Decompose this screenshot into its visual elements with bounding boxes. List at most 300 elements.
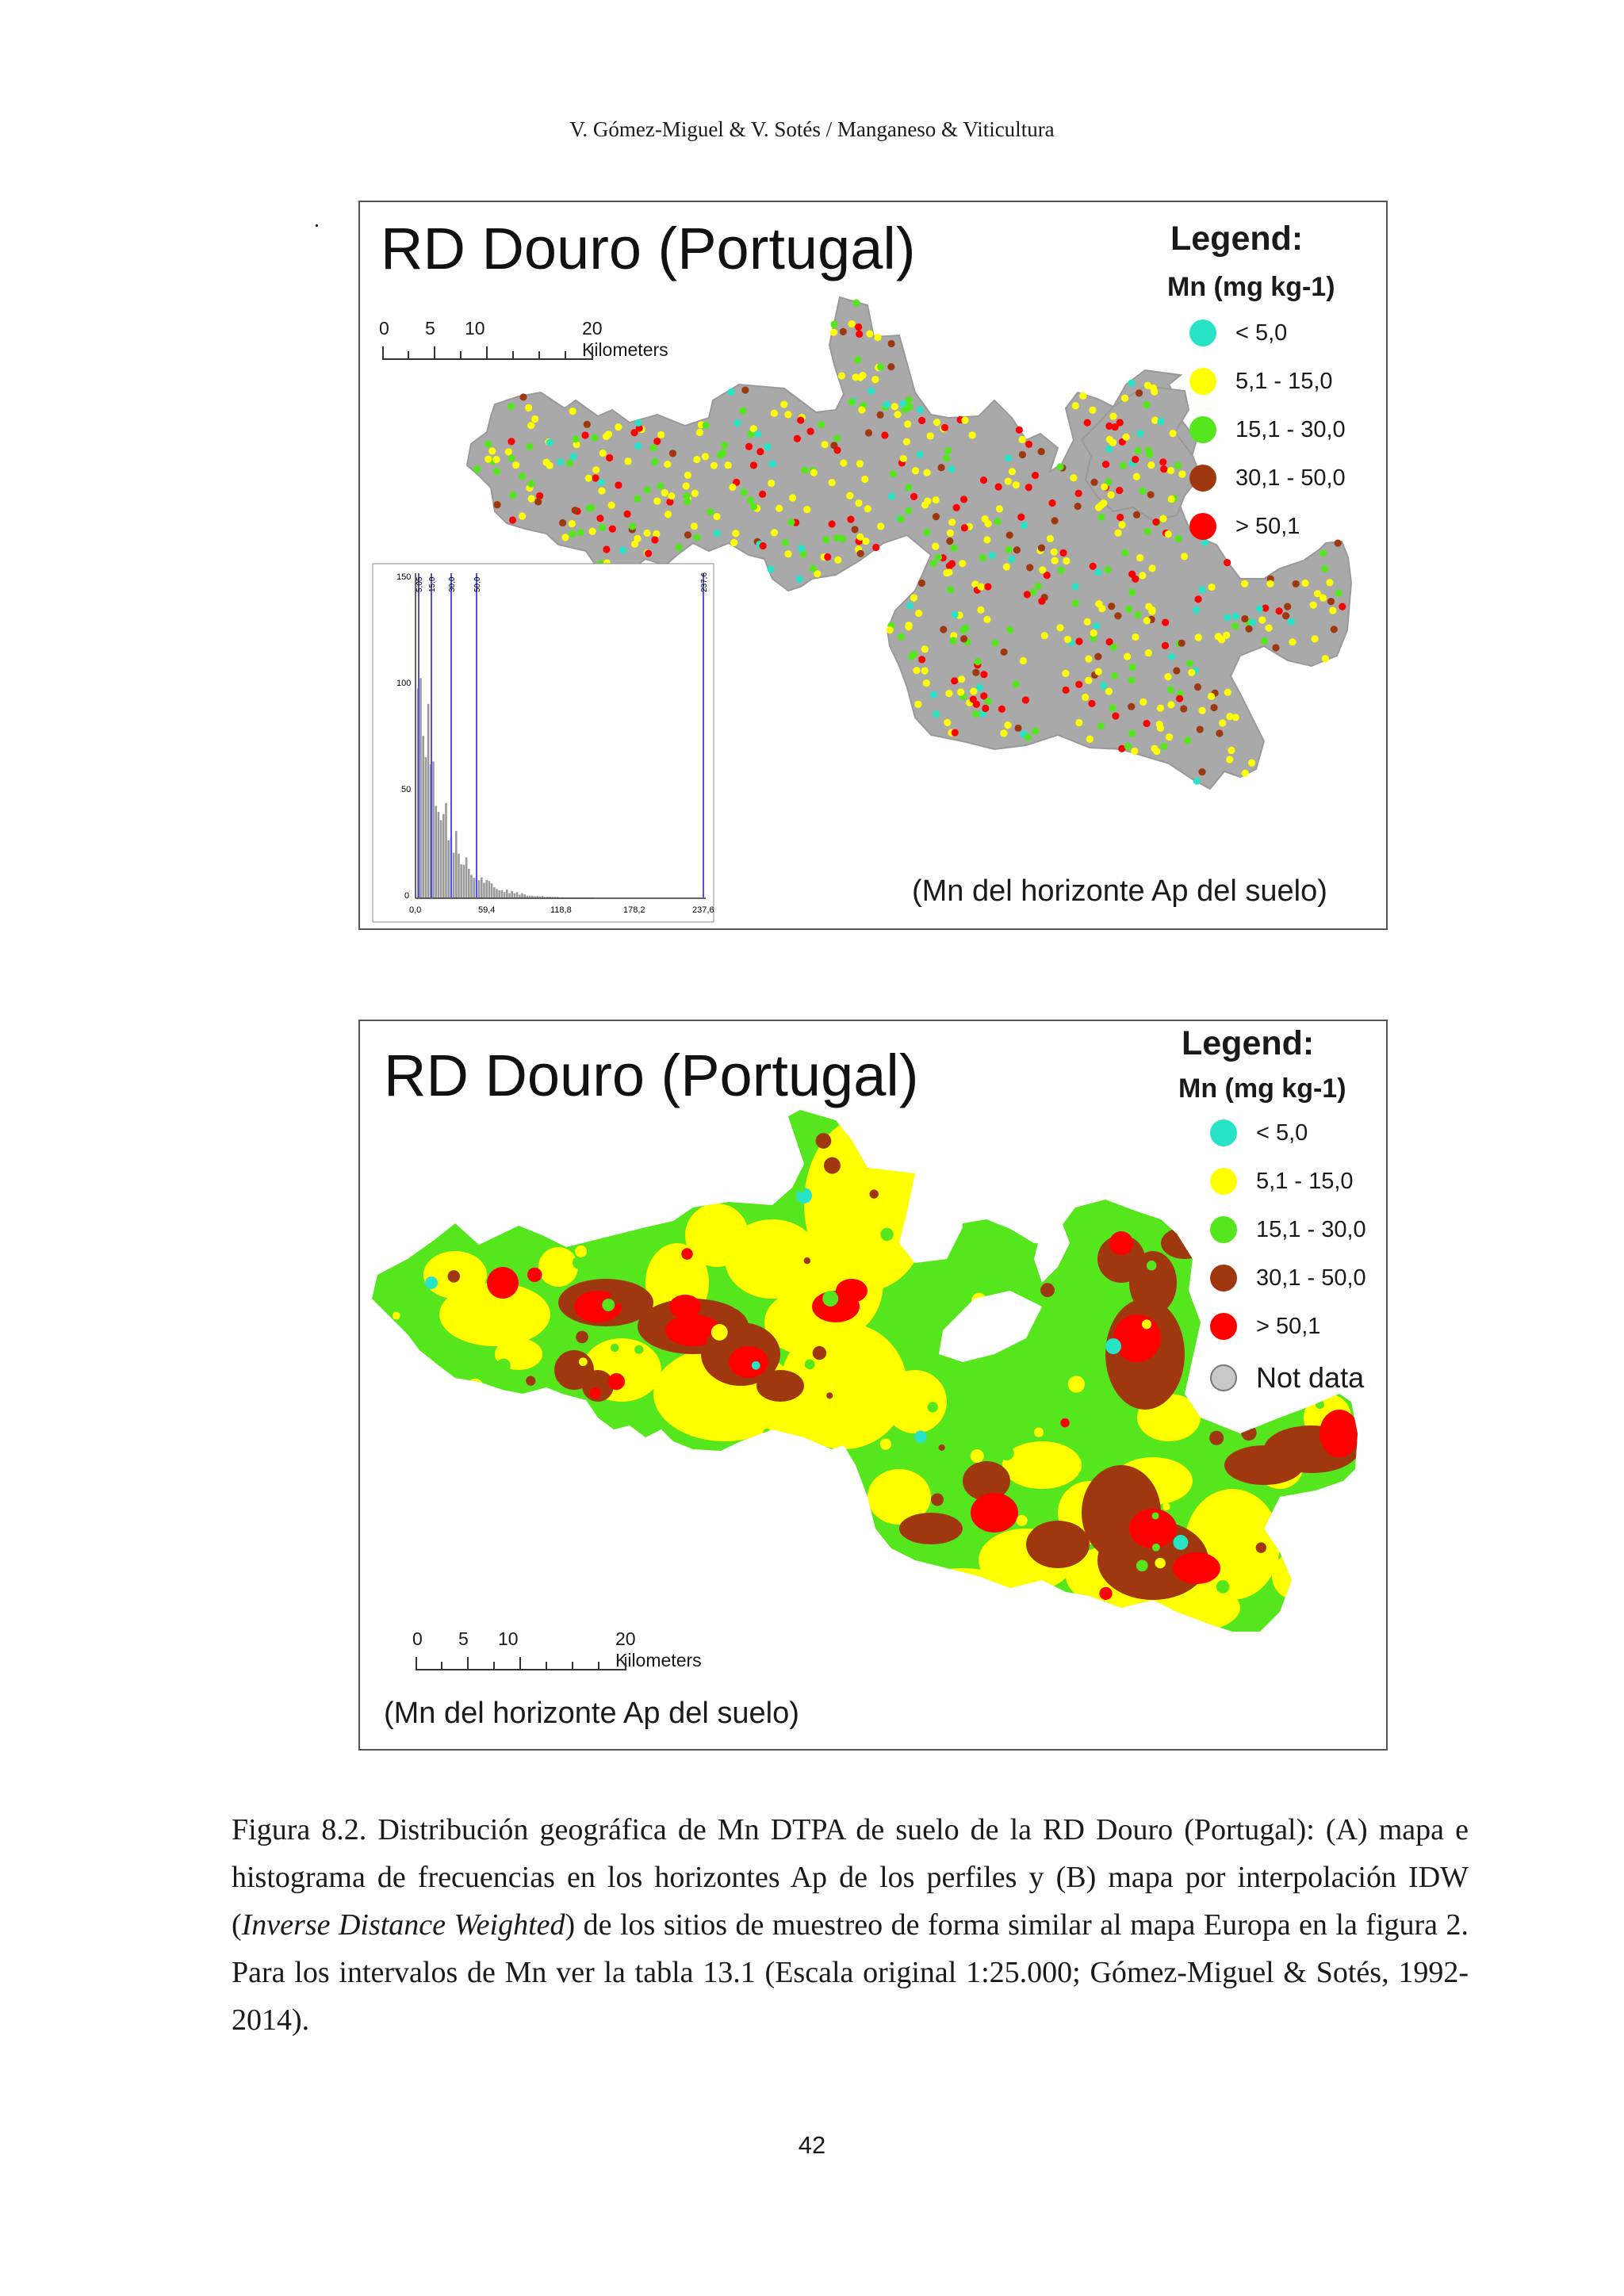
histogram-bar	[445, 803, 447, 898]
surface-speckle	[1000, 1446, 1014, 1460]
histogram-bar	[516, 892, 519, 898]
sample-point	[789, 494, 796, 501]
sample-point	[929, 560, 936, 567]
sample-point	[947, 586, 954, 593]
surface-speckle	[576, 1166, 589, 1179]
sample-point	[1173, 667, 1180, 674]
sample-point	[917, 406, 924, 413]
sample-point	[830, 329, 837, 336]
map-a-histogram-inset	[373, 564, 714, 922]
sample-point	[923, 469, 930, 476]
surface-speckle	[1108, 1134, 1120, 1146]
map-a-legend-item	[1189, 320, 1287, 346]
surface-speckle	[763, 1429, 772, 1437]
sample-point	[542, 459, 550, 466]
surface-speckle	[1040, 1283, 1055, 1297]
sample-point	[1144, 382, 1151, 389]
surface-patch	[425, 1276, 438, 1289]
surface-patch	[487, 1267, 519, 1299]
sample-point	[948, 465, 956, 473]
sample-point	[1105, 446, 1113, 453]
surface-patch	[538, 1247, 578, 1287]
sample-point	[691, 490, 699, 497]
surface-speckle	[711, 1324, 728, 1341]
sample-point	[887, 626, 894, 633]
sample-point	[527, 422, 534, 429]
sample-point	[861, 476, 868, 483]
surface-speckle	[921, 1292, 934, 1306]
hist-y-tick-150: 150	[396, 572, 412, 582]
histogram-bar	[419, 678, 422, 898]
sample-point	[1009, 468, 1016, 475]
sample-point	[1224, 614, 1231, 621]
sample-point	[972, 710, 979, 718]
surface-speckle	[1099, 1587, 1112, 1600]
sample-point	[962, 624, 969, 631]
sample-point	[1186, 660, 1193, 667]
sample-point	[941, 424, 948, 431]
sample-point	[1128, 676, 1136, 683]
map-a-legend-unit: Mn (mg kg-1)	[1167, 272, 1335, 302]
sample-point	[951, 677, 958, 684]
sample-point	[1032, 727, 1039, 734]
sample-point	[983, 536, 990, 543]
histogram-bar	[463, 865, 465, 898]
sample-point	[935, 554, 942, 561]
sample-point	[1005, 546, 1013, 553]
page-number: 42	[798, 2131, 826, 2159]
surface-speckle	[1060, 1154, 1071, 1164]
legend-swatch	[1210, 1216, 1237, 1243]
map-b-legend-item	[1210, 1361, 1364, 1395]
sample-point	[684, 472, 691, 479]
legend-label: 30,1 - 50,0	[1256, 1265, 1366, 1291]
sample-point	[824, 553, 831, 561]
sample-point	[890, 470, 897, 477]
sample-point	[1145, 649, 1152, 656]
sample-point	[557, 458, 564, 465]
sample-point	[933, 419, 940, 426]
surface-speckle	[858, 1141, 875, 1158]
sample-point	[945, 568, 952, 576]
scale-tick-20: 20 Kilometers	[582, 318, 668, 360]
sample-point	[1197, 725, 1204, 733]
surface-speckle	[1329, 1153, 1336, 1160]
sample-point	[1216, 729, 1223, 737]
sample-point	[488, 447, 496, 454]
sample-point	[719, 450, 726, 457]
sample-point	[1062, 670, 1069, 677]
histogram-bar	[435, 806, 437, 898]
sample-point	[1021, 522, 1028, 529]
sample-point	[839, 535, 846, 542]
sample-point	[1320, 594, 1327, 601]
sample-point	[801, 466, 808, 473]
sample-point	[803, 506, 810, 513]
sample-point	[512, 461, 519, 469]
sample-point	[1003, 563, 1010, 570]
sample-point	[566, 459, 573, 466]
sample-point	[473, 465, 481, 473]
sample-point	[1321, 565, 1328, 572]
surface-speckle	[1226, 1514, 1235, 1524]
hist-break-label-1: 5,05	[416, 576, 424, 592]
sample-point	[910, 493, 917, 500]
sample-point	[634, 442, 642, 450]
surface-patch	[1173, 1552, 1220, 1584]
legend-label: < 5,0	[1256, 1119, 1308, 1146]
sample-point	[730, 539, 737, 546]
histogram-bar	[473, 878, 475, 898]
sample-point	[1193, 607, 1200, 614]
sample-point	[657, 482, 664, 489]
sample-point	[1082, 694, 1089, 701]
histogram-bar	[483, 883, 485, 898]
sample-point	[973, 701, 980, 708]
surface-speckle	[819, 1462, 826, 1469]
sample-point	[1064, 636, 1071, 643]
sample-point	[1170, 430, 1177, 437]
sample-point	[1151, 388, 1158, 396]
histogram-bar	[496, 889, 498, 898]
sample-point	[1072, 402, 1079, 409]
surface-speckle	[818, 1595, 824, 1601]
sample-point	[957, 688, 964, 695]
sample-point	[1075, 719, 1082, 726]
sample-point	[856, 460, 864, 467]
sample-point	[833, 434, 841, 442]
surface-speckle	[869, 1189, 878, 1198]
sample-point	[569, 408, 576, 415]
sample-point	[1075, 681, 1082, 688]
sample-point	[1097, 722, 1105, 729]
sample-point	[1074, 503, 1082, 510]
sample-point	[1256, 605, 1263, 612]
sample-point	[546, 438, 553, 446]
sample-point	[943, 454, 950, 461]
sample-point	[898, 515, 905, 522]
sample-point	[760, 542, 767, 549]
map-b-legend-item	[1210, 1313, 1320, 1340]
surface-patch	[756, 1370, 804, 1402]
figure-caption	[232, 1806, 1469, 2044]
surface-speckle	[463, 1460, 478, 1475]
sample-point	[977, 607, 984, 614]
sample-point	[1201, 539, 1208, 546]
sample-point	[1241, 580, 1248, 587]
sample-point	[1136, 389, 1143, 396]
surface-speckle	[1026, 1452, 1038, 1464]
legend-swatch	[1210, 1265, 1237, 1292]
sample-point	[1090, 629, 1097, 637]
sample-point	[905, 507, 912, 515]
sample-point	[769, 460, 776, 467]
sample-point	[644, 486, 651, 493]
sample-point	[1157, 705, 1164, 712]
surface-speckle	[1142, 1319, 1151, 1329]
sample-point	[881, 431, 888, 438]
sample-point	[983, 616, 990, 623]
sample-point	[1143, 720, 1150, 727]
histogram-bar	[481, 878, 483, 898]
map-b-legend-item	[1210, 1119, 1308, 1146]
surface-patch	[836, 1279, 868, 1303]
sample-point	[985, 698, 992, 705]
sample-point	[1006, 626, 1013, 633]
surface-speckle	[733, 1301, 741, 1309]
sample-point	[905, 623, 912, 630]
sample-point	[914, 701, 921, 708]
sample-point	[683, 492, 690, 499]
surface-speckle	[813, 1346, 826, 1360]
histogram-bar	[501, 890, 504, 898]
sample-point	[883, 401, 891, 408]
sample-point	[1284, 603, 1291, 610]
sample-point	[1176, 695, 1183, 702]
sample-point	[946, 538, 953, 545]
sample-point	[1039, 566, 1046, 573]
sample-point	[572, 507, 579, 514]
legend-label: 5,1 - 15,0	[1256, 1168, 1354, 1194]
surface-patch	[1002, 1441, 1082, 1489]
sample-point	[1136, 554, 1143, 561]
surface-speckle	[606, 1117, 621, 1132]
sample-point	[1157, 725, 1164, 732]
surface-patch	[1113, 1314, 1161, 1362]
surface-speckle	[611, 1344, 619, 1352]
hist-x-tick-0: 0,0	[409, 905, 422, 915]
sample-point	[1095, 600, 1102, 607]
hist-y-tick-0: 0	[404, 891, 410, 901]
sample-point	[1005, 454, 1012, 461]
sample-point	[759, 491, 766, 498]
surface-patch	[1224, 1445, 1304, 1485]
sample-point	[741, 386, 749, 393]
surface-speckle	[1034, 1428, 1044, 1437]
sample-point	[865, 429, 872, 436]
sample-point	[1095, 668, 1102, 675]
sample-point	[1266, 624, 1273, 631]
surface-speckle	[1152, 1544, 1160, 1552]
surface-speckle	[1105, 1605, 1117, 1618]
sample-point	[913, 667, 920, 674]
sample-point	[838, 372, 845, 379]
sample-point	[745, 443, 753, 450]
sample-point	[1106, 436, 1113, 443]
sample-point	[669, 450, 676, 457]
surface-speckle	[454, 1559, 461, 1567]
sample-point	[905, 484, 912, 491]
sample-point	[981, 515, 988, 522]
sample-point	[1084, 419, 1091, 427]
sample-point	[1180, 705, 1187, 712]
sample-point	[1016, 427, 1023, 434]
surface-speckle	[764, 1578, 779, 1594]
sample-point	[1095, 568, 1102, 576]
scale-tick-10: 10	[498, 1628, 519, 1649]
sample-point	[768, 566, 775, 573]
surface-speckle	[716, 1502, 722, 1509]
map-a-figure	[358, 201, 1388, 930]
sample-point	[485, 456, 492, 463]
surface-speckle	[939, 1445, 945, 1451]
histogram-bar	[427, 704, 430, 898]
sample-point	[1139, 572, 1146, 579]
sample-point	[951, 545, 958, 552]
sample-point	[1098, 514, 1105, 521]
sample-point	[961, 524, 968, 531]
sample-point	[739, 407, 746, 414]
sample-point	[1000, 649, 1007, 656]
sample-point	[508, 438, 515, 445]
sample-point	[1288, 618, 1295, 625]
sample-point	[493, 468, 500, 475]
sample-point	[1329, 607, 1336, 614]
sample-point	[733, 419, 741, 427]
sample-point	[857, 550, 864, 557]
sample-point	[1119, 521, 1126, 528]
histogram-bar	[470, 874, 473, 898]
sample-point	[1051, 517, 1059, 524]
sample-point	[923, 529, 930, 536]
sample-point	[559, 519, 566, 526]
sample-point	[904, 420, 911, 427]
sample-point	[1025, 441, 1032, 448]
sample-point	[665, 511, 672, 518]
surface-speckle	[941, 1165, 956, 1180]
surface-speckle	[1316, 1400, 1324, 1409]
map-b-scale-ruler	[416, 1654, 630, 1673]
sample-point	[608, 502, 615, 509]
surface-speckle	[634, 1345, 643, 1354]
sample-point	[1165, 530, 1172, 538]
sample-point	[623, 511, 630, 518]
surface-patch	[1026, 1521, 1090, 1568]
surface-speckle	[628, 1460, 637, 1469]
sample-point	[840, 328, 847, 335]
sample-point	[921, 645, 929, 652]
sample-point	[1024, 591, 1031, 598]
surface-speckle	[396, 1422, 413, 1439]
sample-point	[784, 550, 791, 557]
sample-point	[900, 455, 907, 462]
sample-point	[1020, 657, 1027, 664]
sample-point	[877, 522, 884, 530]
sample-point	[771, 529, 778, 536]
surface-speckle	[880, 1228, 893, 1241]
surface-speckle	[826, 1392, 833, 1399]
hist-y-tick-50: 50	[401, 785, 412, 794]
sample-point	[944, 719, 951, 726]
surface-speckle	[824, 1158, 841, 1174]
sample-point	[1038, 545, 1045, 552]
surface-speckle	[527, 1268, 542, 1282]
sample-point	[1109, 704, 1116, 711]
sample-point	[888, 340, 895, 347]
sample-point	[1289, 638, 1296, 645]
surface-speckle	[1306, 1247, 1320, 1261]
sample-point	[527, 443, 534, 450]
sample-point	[787, 519, 795, 526]
sample-point	[645, 549, 652, 557]
surface-speckle	[519, 1485, 531, 1498]
map-a-scale-bar	[379, 318, 668, 365]
sample-point	[1322, 655, 1329, 662]
sample-point	[1058, 567, 1065, 574]
sample-point	[519, 393, 527, 400]
sample-point	[1128, 589, 1136, 596]
sample-point	[1282, 612, 1289, 619]
sample-point	[1146, 450, 1153, 457]
surface-speckle	[416, 1330, 427, 1341]
sample-point	[930, 691, 937, 698]
surface-speckle	[1212, 1506, 1226, 1519]
surface-patch	[971, 1493, 1018, 1533]
map-a-graphic	[360, 202, 1386, 928]
surface-speckle	[689, 1499, 703, 1513]
sample-point	[1208, 693, 1215, 700]
sample-point	[982, 705, 989, 712]
sample-point	[651, 458, 658, 465]
sample-point	[1048, 499, 1055, 507]
hist-break-label-5: 237,6	[700, 572, 709, 592]
sample-point	[1166, 733, 1173, 740]
sample-point	[1184, 737, 1191, 744]
sample-point	[584, 421, 591, 428]
sample-point	[1026, 564, 1033, 571]
surface-speckle	[1044, 1128, 1052, 1136]
legend-swatch	[1189, 320, 1216, 346]
surface-patch	[669, 1295, 701, 1318]
map-a-legend-item	[1189, 513, 1300, 540]
histogram-bar	[440, 821, 442, 898]
sample-point	[1051, 557, 1059, 564]
surface-speckle	[804, 1257, 811, 1265]
surface-speckle	[945, 1294, 959, 1308]
sample-point	[903, 438, 910, 446]
sample-point	[1084, 618, 1091, 626]
surface-speckle	[649, 1170, 663, 1184]
histogram-bar	[488, 881, 491, 898]
sample-point	[1157, 418, 1164, 425]
sample-point	[1193, 778, 1201, 785]
surface-speckle	[1216, 1580, 1230, 1594]
surface-speckle	[572, 1208, 581, 1218]
surface-speckle	[569, 1134, 579, 1144]
sample-point	[519, 512, 526, 519]
sample-point	[852, 373, 859, 381]
surface-patch	[1320, 1410, 1359, 1457]
histogram-bar	[493, 887, 496, 898]
sample-point	[1102, 461, 1109, 468]
sample-point	[1090, 563, 1097, 570]
sample-point	[961, 416, 968, 423]
histogram-bar	[478, 880, 481, 898]
surface-speckle	[752, 1361, 760, 1370]
sample-point	[1005, 477, 1012, 484]
sample-point	[871, 376, 879, 383]
sample-point	[916, 451, 923, 458]
sample-point	[683, 482, 690, 489]
surface-speckle	[496, 1359, 511, 1373]
sample-point	[691, 522, 698, 530]
sample-point	[1090, 479, 1097, 486]
sample-point	[1000, 729, 1007, 737]
hist-y-tick-100: 100	[396, 679, 412, 688]
legend-swatch	[1210, 1313, 1237, 1340]
sample-point	[1147, 491, 1155, 498]
sample-point	[1143, 401, 1150, 408]
